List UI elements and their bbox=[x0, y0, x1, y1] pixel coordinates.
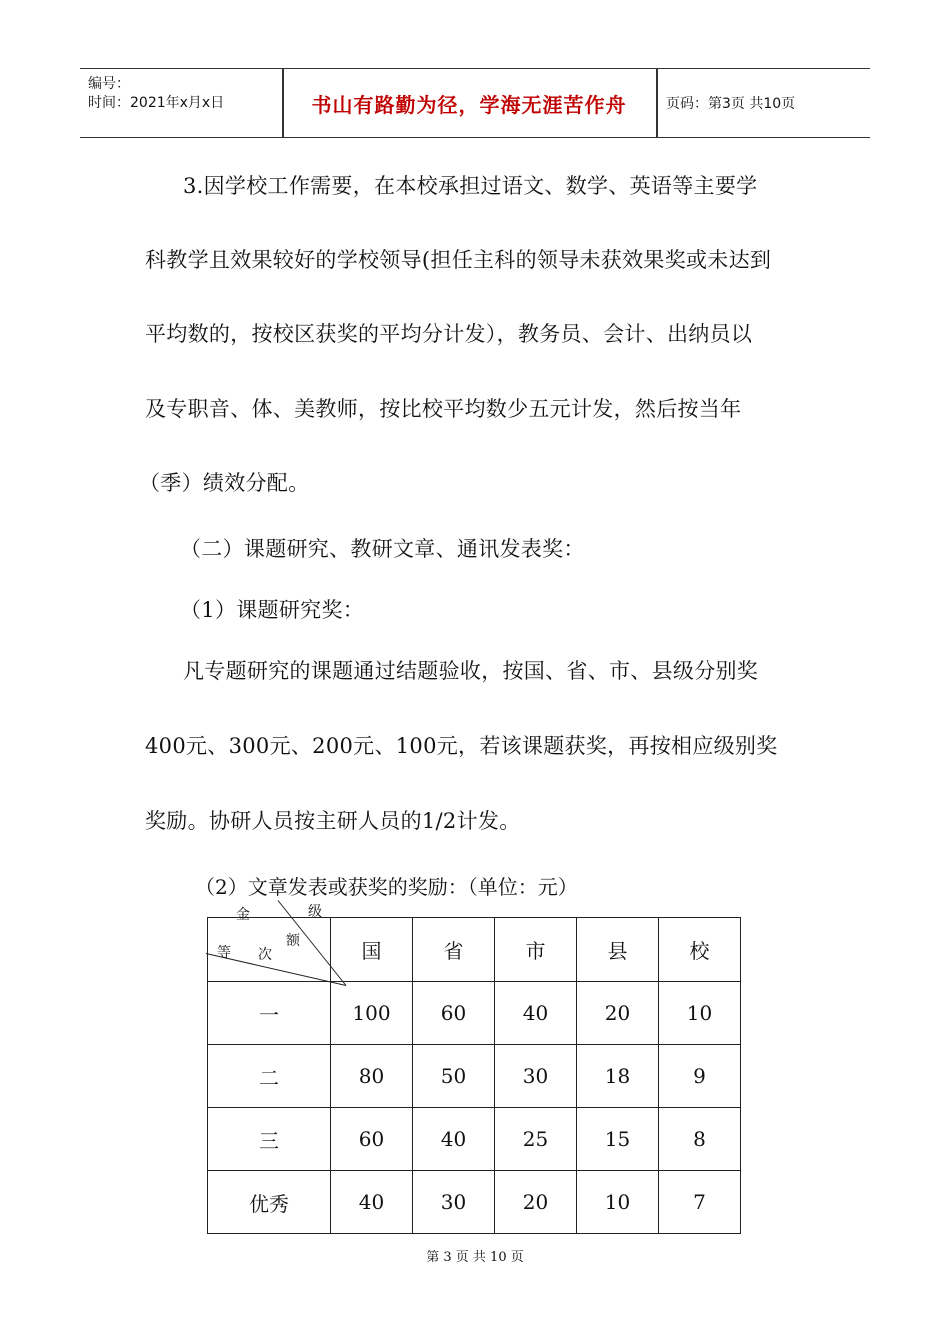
table-cell: 100 bbox=[331, 982, 413, 1045]
column-header: 县 bbox=[577, 918, 659, 982]
corner-label-ji: 级 bbox=[308, 904, 322, 920]
number-label: 编号： bbox=[88, 76, 130, 92]
corner-label-e: 额 bbox=[286, 933, 300, 949]
row-label: 三 bbox=[208, 1108, 331, 1171]
paragraph: 400元、300元、200元、100元，若该课题获奖，再按相应级别奖 bbox=[145, 734, 778, 758]
row-label: 二 bbox=[208, 1045, 331, 1108]
table-cell: 30 bbox=[495, 1045, 577, 1108]
reward-table bbox=[207, 904, 741, 1234]
column-header: 国 bbox=[331, 918, 413, 982]
table-cell: 60 bbox=[413, 982, 495, 1045]
diagonal-header bbox=[208, 904, 330, 981]
paragraph: 3.因学校工作需要，在本校承担过语文、数学、英语等主要学 bbox=[183, 174, 758, 198]
column-header: 校 bbox=[659, 918, 741, 982]
page-indicator: 页码：第3页 共10页 bbox=[666, 96, 796, 112]
diagonal-header-cell bbox=[208, 904, 331, 982]
paragraph: （季）绩效分配。 bbox=[139, 471, 310, 495]
section-heading: （二）课题研究、教研文章、通讯发表奖： bbox=[180, 537, 585, 561]
column-header: 市 bbox=[495, 918, 577, 982]
table-row bbox=[208, 1108, 741, 1171]
table-cell: 30 bbox=[413, 1171, 495, 1234]
paragraph: 及专职音、体、美教师，按比校平均数少五元计发，然后按当年 bbox=[145, 397, 742, 421]
row-label: 优秀 bbox=[208, 1171, 331, 1234]
table-cell: 80 bbox=[331, 1045, 413, 1108]
table-cell: 40 bbox=[413, 1108, 495, 1171]
paragraph: 凡专题研究的课题通过结题验收，按国、省、市、县级分别奖 bbox=[183, 659, 759, 683]
corner-label-deng: 等 bbox=[217, 945, 231, 961]
page-header bbox=[80, 68, 870, 138]
table-cell: 8 bbox=[659, 1108, 741, 1171]
table-cell: 18 bbox=[577, 1045, 659, 1108]
header-divider bbox=[656, 69, 658, 137]
table-cell: 15 bbox=[577, 1108, 659, 1171]
page-footer: 第 3 页 共 10 页 bbox=[426, 1250, 524, 1265]
column-header: 省 bbox=[413, 918, 495, 982]
subsection-heading: （1）课题研究奖： bbox=[180, 598, 365, 622]
header-meta bbox=[88, 75, 224, 113]
paragraph: 平均数的，按校区获奖的平均分计发），教务员、会计、出纳员以 bbox=[145, 322, 753, 346]
table-cell: 40 bbox=[331, 1171, 413, 1234]
table-row bbox=[208, 982, 741, 1045]
table-cell: 25 bbox=[495, 1108, 577, 1171]
table-header-row bbox=[208, 918, 741, 982]
table-cell: 20 bbox=[495, 1171, 577, 1234]
table-cell: 10 bbox=[577, 1171, 659, 1234]
table-cell: 10 bbox=[659, 982, 741, 1045]
table-cell: 7 bbox=[659, 1171, 741, 1234]
table-row bbox=[208, 1045, 741, 1108]
table-cell: 50 bbox=[413, 1045, 495, 1108]
corner-label-ci: 次 bbox=[258, 947, 272, 963]
table-caption: （2）文章发表或获奖的奖励：（单位：元） bbox=[195, 875, 578, 899]
table-cell: 20 bbox=[577, 982, 659, 1045]
paragraph: 奖励。协研人员按主研人员的1/2计发。 bbox=[145, 809, 521, 833]
table-row bbox=[208, 1171, 741, 1234]
time-label: 时间：2021年x月x日 bbox=[88, 95, 225, 111]
table-cell: 9 bbox=[659, 1045, 741, 1108]
paragraph: 科教学且效果较好的学校领导(担任主科的领导未获效果奖或未达到 bbox=[145, 248, 772, 272]
row-label: 一 bbox=[208, 982, 331, 1045]
header-motto: 书山有路勤为径，学海无涯苦作舟 bbox=[311, 92, 627, 117]
table-cell: 40 bbox=[495, 982, 577, 1045]
diagonal-lines bbox=[208, 883, 348, 981]
table-cell: 60 bbox=[331, 1108, 413, 1171]
corner-label-jin: 金 bbox=[236, 907, 250, 923]
